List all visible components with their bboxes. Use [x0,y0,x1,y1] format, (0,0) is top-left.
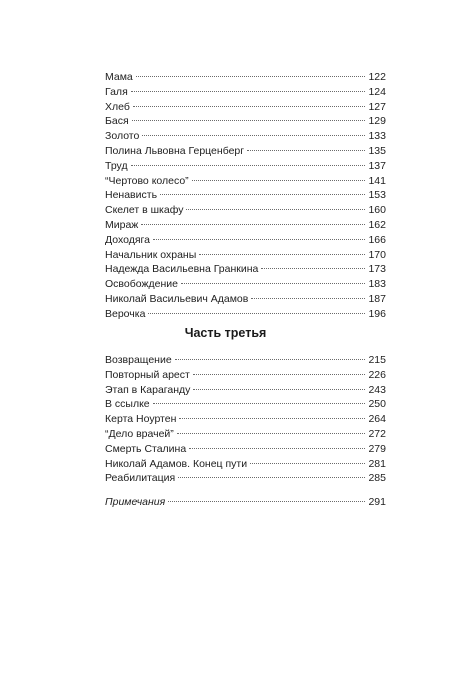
toc-entry-page: 124 [368,85,386,98]
toc-entry[interactable] [105,353,386,368]
toc-entry-page: 226 [368,368,386,381]
dot-leader [131,91,366,92]
toc-entry-title: Этап в Караганду [105,383,191,396]
dot-leader [189,448,365,449]
toc-entry-title: Надежда Васильевна Гранкина [105,263,259,276]
dot-leader [177,433,366,434]
dot-leader [148,313,365,314]
toc-entry-title: Возвращение [105,354,172,366]
toc-entry[interactable] [105,100,386,115]
toc-entry[interactable] [105,412,386,427]
toc-entry-page: 162 [368,218,386,231]
dot-leader [247,150,365,151]
toc-entry-title: Полина Львовна Герценберг [105,144,245,157]
toc-entry-title: Ненависть [105,189,158,202]
toc-entry[interactable] [105,129,386,144]
toc-entry-page: 122 [368,71,386,83]
dot-leader [168,501,365,502]
dot-leader [142,135,365,136]
toc-entry-title: “Чертово колесо” [105,174,189,187]
toc-entry-title: Николай Васильевич Адамов [105,292,249,305]
toc-entry-page: 137 [368,159,386,172]
toc-entry[interactable] [105,307,386,322]
toc-entry-title: Мираж [105,218,139,231]
toc-entry-title: Освобождение [105,278,178,291]
toc-entry[interactable] [105,159,386,174]
toc-entry[interactable] [105,85,386,100]
toc-entry-page: 291 [368,496,386,508]
toc-entry[interactable] [105,442,386,457]
toc-entry[interactable] [105,233,386,248]
toc-entry[interactable] [105,203,386,218]
toc-entry-title: Примечания [105,496,166,508]
toc-entry-page: 281 [368,457,386,470]
toc-entry[interactable] [105,457,386,472]
dot-leader [181,283,366,284]
toc-entry-title: Верочка [105,307,146,320]
dot-leader [175,359,366,360]
toc-entry-title: Скелет в шкафу [105,204,184,217]
toc-entry[interactable] [105,188,386,203]
toc-entry[interactable] [105,292,386,307]
toc-entry[interactable] [105,262,386,277]
dot-leader [261,268,365,269]
toc-entry-title: Мама [105,71,133,83]
toc-entry-title: “Дело врачей” [105,427,174,440]
dot-leader [193,374,366,375]
dot-leader [131,165,366,166]
dot-leader [192,180,366,181]
toc-entry-title: Николай Адамов. Конец пути [105,457,248,470]
toc-entry-page: 173 [368,263,386,276]
toc-entry-page: 153 [368,189,386,202]
toc-notes [105,495,386,510]
toc-entry-page: 127 [368,100,386,113]
toc-part-three [105,353,386,486]
toc-entry[interactable] [105,277,386,292]
dot-leader [250,463,365,464]
toc-entry[interactable] [105,248,386,263]
toc-entry[interactable] [105,427,386,442]
toc-entry[interactable] [105,218,386,233]
dot-leader [179,418,365,419]
dot-leader [193,389,365,390]
dot-leader [132,120,366,121]
toc-entry-title: Реабилитация [105,472,176,485]
dot-leader [178,477,365,478]
dot-leader [136,76,366,77]
toc-entry-title: Повторный арест [105,368,190,381]
toc-entry-page: 160 [368,204,386,217]
dot-leader [153,239,366,240]
toc-entry-title: Смерть Сталина [105,442,187,455]
toc-entry-title: Хлеб [105,100,130,113]
toc-entry-notes[interactable] [105,495,386,510]
toc-entry[interactable] [105,368,386,383]
toc-entry-title: Керта Ноуртен [105,413,177,426]
toc-entry[interactable] [105,471,386,486]
toc-entry-page: 243 [368,383,386,396]
toc-entry[interactable] [105,114,386,129]
toc-entry[interactable] [105,174,386,189]
toc-entry-title: Галя [105,85,128,98]
dot-leader [160,194,365,195]
toc-entry-title: Доходяга [105,233,150,246]
dot-leader [141,224,365,225]
toc-entry-page: 272 [368,427,386,440]
dot-leader [186,209,365,210]
toc-entry-title: В ссылке [105,398,150,411]
dot-leader [153,403,366,404]
dot-leader [199,254,365,255]
toc-entry-page: 187 [368,292,386,305]
dot-leader [251,298,365,299]
toc-entry[interactable] [105,383,386,398]
toc-entry[interactable] [105,397,386,412]
toc-entry[interactable] [105,144,386,159]
part-three-heading: Часть третья [184,326,267,340]
toc-entry-page: 129 [368,115,386,128]
toc-entry-page: 170 [368,248,386,261]
toc-entry[interactable] [105,70,386,85]
toc-entry-page: 264 [368,413,386,426]
toc-entry-page: 166 [368,233,386,246]
toc-entry-page: 215 [368,354,386,366]
toc-part-one [105,70,386,322]
toc-entry-page: 133 [368,130,386,143]
toc-entry-page: 250 [368,398,386,411]
dot-leader [133,106,366,107]
toc-entry-page: 279 [368,442,386,455]
toc-entry-page: 196 [368,307,386,320]
toc-entry-page: 135 [368,144,386,157]
toc-entry-title: Труд [105,159,128,172]
toc-entry-title: Бася [105,115,129,128]
toc-entry-page: 183 [368,278,386,291]
toc-entry-title: Начальник охраны [105,248,197,261]
toc-entry-title: Золото [105,130,140,143]
toc-entry-page: 141 [368,174,386,187]
toc-entry-page: 285 [368,472,386,485]
